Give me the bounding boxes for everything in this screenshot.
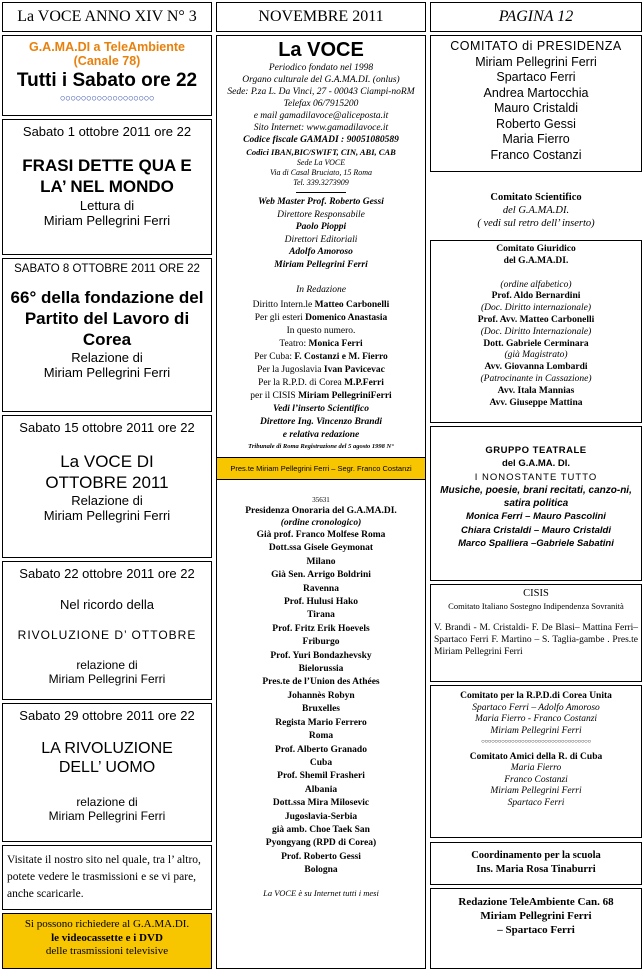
honorary-item: Albania <box>304 784 338 795</box>
inserto-line: Direttore Ing. Vincenzo Brandi <box>260 417 382 427</box>
cuba-member: Franco Costanzi <box>504 774 568 785</box>
promo-title: Tutti i Sabato ore 22 <box>16 70 198 91</box>
giuridico-name: Avv. Itala Mannias <box>497 385 575 396</box>
header-page <box>430 2 642 32</box>
honorary-item: Milano <box>306 556 336 567</box>
scientifico-title: Comitato Scientifico <box>490 192 582 203</box>
redazione-item <box>217 338 425 351</box>
honorary-item: Pres.te de l’Union des Athées <box>262 677 380 688</box>
giuridico-role: (Patrocinante in Cassazione) <box>480 373 592 384</box>
teatro-member: Marco Spalliera –Gabriele Sabatini <box>458 538 614 550</box>
honorary-item: Ravenna <box>303 583 339 594</box>
teatro-desc: Musiche, poesie, brani recitati, canzo-ni, satira politica <box>440 484 632 510</box>
honorary-item: Pyongyang (RPD di Corea) <box>265 838 377 849</box>
presidenza-member: Roberto Gessi <box>496 116 576 131</box>
redazione-tv-title: Redazione TeleAmbiente Can. 68 <box>458 896 614 908</box>
honorary-item: Dott.ssa Gisele Geymonat <box>268 543 374 554</box>
honorary-item: Jugoslavia-Serbia <box>284 811 358 822</box>
event-1 <box>2 119 212 255</box>
staff-line: Direttori Editoriali <box>284 234 358 245</box>
divider <box>296 192 346 193</box>
staff-line: Miriam Pellegrini Ferri <box>274 259 368 270</box>
scuola-title: Coordinamento per la scuola <box>471 850 601 861</box>
honorary-item: Prof. Yuri Bondazhevsky <box>270 650 372 661</box>
masthead-title: La VOCE <box>278 39 364 61</box>
president-banner <box>217 457 425 480</box>
request-line1: Si possono richiedere al G.A.MA.DI. <box>24 918 190 930</box>
redazione-item <box>217 325 425 338</box>
month-label: NOVEMBRE 2011 <box>258 8 384 25</box>
honorary-subtitle: (ordine cronologico) <box>280 518 362 528</box>
presidenza-member: Andrea Martocchia <box>483 85 589 100</box>
redazione-label: Teatro: <box>279 339 309 349</box>
event-speaker: Miriam Pellegrini Ferri <box>43 213 171 228</box>
redazione-label: per il CISIS <box>250 391 299 401</box>
cisis-title: CISIS <box>523 588 549 599</box>
tv-promo <box>2 35 212 116</box>
scientifico-box <box>430 175 642 237</box>
staff-line: Web Master Prof. Roberto Gessi <box>258 197 384 207</box>
redazione-label: Per gli esteri <box>254 313 306 323</box>
giuridico-role: (già Magistrato) <box>504 350 568 361</box>
redazione-label: In questo numero. <box>286 326 356 336</box>
honorary-item: Già Sen. Arrigo Boldrini <box>271 570 371 581</box>
inserto-note <box>217 403 425 442</box>
header-month <box>216 2 426 32</box>
giuridico-role: (Doc. Diritto Internazionale) <box>480 326 592 337</box>
cuba-member: Miriam Pellegrini Ferri <box>490 786 582 796</box>
honorary-item: Già prof. Franco Molfese Roma <box>256 530 386 540</box>
event-title: La VOCE DI OTTOBRE 2011 <box>45 452 169 492</box>
honorary-item: già amb. Choe Taek San <box>272 824 370 835</box>
masthead-line: Via di Casal Bruciato, 15 Roma <box>269 168 373 177</box>
staff-line: Adolfo Amoroso <box>289 247 353 257</box>
redazione-label: Diritto Intern.le <box>252 300 315 310</box>
presidenza-title: COMITATO di PRESIDENZA <box>450 39 622 53</box>
honorary-item: Tirana <box>307 610 335 621</box>
redazione-name: M.P.Ferri <box>344 378 384 388</box>
event-title: LA RIVOLUZIONE DELL’ UOMO <box>41 740 173 776</box>
honorary-item: Friburgo <box>302 637 340 648</box>
giuridico-box <box>430 240 642 423</box>
teatro-box <box>430 426 642 581</box>
issue-label: La VOCE ANNO XIV N° 3 <box>17 8 197 25</box>
redazione-item <box>217 312 425 325</box>
honorary-item: Johannès Robyn <box>287 690 355 701</box>
honorary-item: Regista Mario Ferrero <box>275 717 367 728</box>
giuridico-name: Dott. Gabriele Cerminara <box>483 338 589 349</box>
redazione-label: Per la R.P.D. di Corea <box>258 378 345 388</box>
corea-box <box>430 685 642 838</box>
event-intro: relazione di <box>76 795 138 809</box>
teatro-member: Monica Ferri – Mauro Pascolini <box>466 511 606 523</box>
event-date: Sabato 22 ottobre 2011 ore 22 <box>19 566 195 581</box>
header-issue <box>2 2 212 32</box>
masthead-info <box>217 62 425 188</box>
masthead-line: Codici IBAN,BIC/SWIFT, CIN, ABI, CAB <box>246 147 396 157</box>
giuridico-order: (ordine alfabetico) <box>500 279 572 290</box>
cuba-member: Maria Fierro <box>510 763 562 773</box>
tribunale-note: Tribunale di Roma Registrazione del 5 agosto 1998 N° <box>248 443 394 450</box>
request-line2: le videocassette e i DVD <box>51 931 163 944</box>
cisis-text: V. Brandi - M. Cristaldi- F. De Blasi– Mattina Ferri– Spartaco Ferri F. Martino – S. Taglia-gambe . Pres.te Miriam Pellegrini Ferri <box>434 623 638 657</box>
giuridico-title: Comitato Giuridico <box>496 244 576 254</box>
cuba-member: Spartaco Ferri <box>507 797 565 808</box>
honorary-item: Bruxelles <box>302 704 340 715</box>
masthead-line: Sede: P.za L. Da Vinci, 27 - 00043 Ciampi-noRM <box>227 87 415 97</box>
redazione-item <box>217 299 425 312</box>
honorary-item: Cuba <box>309 757 333 768</box>
honorary-number: 35631 <box>312 496 330 504</box>
honorary-item: Bologna <box>304 865 338 876</box>
promo-line1: G.A.MA.DI a TeleAmbiente <box>28 40 186 54</box>
honorary-item: Dott.ssa Mira Milosevic <box>272 798 370 809</box>
redazione-name: F. Costanzi e M. Fierro <box>294 352 388 362</box>
dvd-request <box>2 913 212 969</box>
redazione-tv-line3: – Spartaco Ferri <box>497 924 575 936</box>
giuridico-name: Prof. Aldo Bernardini <box>491 291 581 302</box>
event-speaker: Miriam Pellegrini Ferri <box>48 809 166 823</box>
masthead-line: Tel. 339.3273909 <box>293 178 349 187</box>
honorary-item: Prof. Shemil Frasheri <box>277 771 365 782</box>
event-title: Nel ricordo della <box>60 597 154 612</box>
teatro-member: Chiara Cristaldi – Mauro Cristaldi <box>461 524 611 536</box>
promo-line2: (Canale 78) <box>73 54 141 68</box>
redazione-name: Domenico Anastasia <box>305 313 388 323</box>
giuridico-name: Avv. Giuseppe Mattina <box>489 397 583 408</box>
cisis-box <box>430 584 642 682</box>
masthead-line: Sito Internet: www.gamadilavoce.it <box>253 123 389 133</box>
honorary-item: Prof. Roberto Gessi <box>281 851 361 862</box>
event-4 <box>2 561 212 700</box>
staff-line: Direttore Responsabile <box>277 209 365 220</box>
honorary-item: Prof. Alberto Granado <box>275 744 367 755</box>
event-3 <box>2 415 212 558</box>
redazione-item <box>217 364 425 377</box>
honorary-item: Bielorussia <box>298 664 344 675</box>
redazione-title: In Redazione <box>296 285 346 295</box>
event-5 <box>2 703 212 842</box>
redazione-label: Per la Jugoslavia <box>257 365 324 375</box>
corea-title: Comitato per la R.P.D.di Corea Unita <box>460 691 612 701</box>
masthead-line: Telefax 06/7915200 <box>283 99 359 109</box>
presidenza-member: Maria Fierro <box>502 132 570 146</box>
masthead-line: Organo culturale del G.A.MA.DI. (onlus) <box>242 75 400 85</box>
event-intro: relazione di <box>76 658 138 672</box>
redazione-name: Miriam PellegriniFerri <box>298 391 392 401</box>
redazione-name: Matteo Carbonelli <box>314 300 390 310</box>
corea-member: Miriam Pellegrini Ferri <box>490 725 582 736</box>
visit-text: Visitate il nostro sito nel quale, tra l’ altro, potete vedere le trasmissioni e se vi pare, anche scaricarle. <box>7 854 201 900</box>
honorary-item: Prof. Hulusi Hako <box>284 597 358 608</box>
honorary-title: Presidenza Onoraria del G.A.MA.DI. <box>245 506 397 516</box>
event-title: FRASI DETTE QUA E LA’ NEL MONDO <box>22 156 192 196</box>
presidenza-member: Franco Costanzi <box>490 147 582 162</box>
scientifico-line2: del G.A.MA.DI. <box>502 205 570 216</box>
event-speaker: Miriam Pellegrini Ferri <box>43 365 171 380</box>
masthead-column <box>216 35 426 969</box>
masthead-line: e mail gamadilavoce@aliceposta.it <box>253 111 389 121</box>
event-title: 66° della fondazione del Partito del Lavoro di Corea <box>10 288 204 349</box>
corea-dots: ○○○○○○○○○○○○○○○○○○○○○○○○○○○○○○○○○ <box>481 739 591 745</box>
teatro-line2: del G.A.MA. DI. <box>501 458 571 470</box>
redazione-name: Ivan Pavicevac <box>323 365 385 375</box>
redazione-name: Monica Ferri <box>308 339 363 349</box>
request-line3: delle trasmissioni televisive <box>45 945 169 957</box>
teatro-line3: I NONOSTANTE TUTTO <box>474 471 598 483</box>
redazione-label: Per Cuba: <box>254 352 295 362</box>
banner-text: Pres.te Miriam Pellegrini Ferri – Segr. Franco Costanzi <box>230 464 412 473</box>
redazione-item <box>217 390 425 403</box>
giuridico-role: (Doc. Diritto internazionale) <box>480 303 592 314</box>
presidenza-box <box>430 35 642 172</box>
presidenza-member: Miriam Pellegrini Ferri <box>475 54 597 69</box>
giuridico-name: Avv. Giovanna Lombardi <box>484 362 588 373</box>
presidenza-member: Spartaco Ferri <box>496 70 576 84</box>
scientifico-line3: ( vedi sul retro dell’ inserto) <box>477 218 595 229</box>
internet-footer: La VOCE è su Internet tutti i mesi <box>263 887 379 898</box>
promo-dots: ○○○○○○○○○○○○○○○○○○ <box>59 93 155 104</box>
giuridico-name: Prof. Avv. Matteo Carbonelli <box>477 314 595 325</box>
event-title-2: RIVOLUZIONE D’ OTTOBRE <box>17 628 197 642</box>
cuba-title: Comitato Amici della R. di Cuba <box>469 751 603 762</box>
event-intro: Relazione di <box>71 493 143 508</box>
event-date: Sabato 15 ottobre 2011 ore 22 <box>19 420 195 435</box>
page-label: PAGINA 12 <box>498 8 574 25</box>
redazione-tv-box <box>430 888 642 969</box>
event-speaker: Miriam Pellegrini Ferri <box>48 672 166 686</box>
redazione-item <box>217 351 425 364</box>
honorary-list <box>217 529 425 878</box>
honorary-item: Roma <box>308 731 334 742</box>
event-speaker: Miriam Pellegrini Ferri <box>43 508 171 523</box>
event-intro: Lettura di <box>79 198 135 213</box>
inserto-line: e relativa redazione <box>282 430 360 440</box>
presidenza-member: Mauro Cristaldi <box>493 101 579 115</box>
redazione-list <box>217 299 425 403</box>
corea-member: Spartaco Ferri – Adolfo Amoroso <box>472 702 600 713</box>
corea-member: Maria Fierro - Franco Costanzi <box>474 714 598 724</box>
redazione-item <box>217 377 425 390</box>
event-date: Sabato 1 ottobre 2011 ore 22 <box>22 124 192 139</box>
honorary-item: Prof. Fritz Erik Hoevels <box>272 623 370 634</box>
staff-list <box>217 196 425 271</box>
masthead-line: Sede La VOCE <box>296 158 346 167</box>
event-intro: Relazione di <box>71 350 143 365</box>
redazione-tv-line2: Miriam Pellegrini Ferri <box>480 910 592 922</box>
masthead-line: Codice fiscale GAMADI : 90051080589 <box>243 135 399 145</box>
masthead-line: Periodico fondato nel 1998 <box>268 63 374 73</box>
giuridico-title2: del G.A.MA.DI. <box>503 255 569 266</box>
teatro-title: GRUPPO TEATRALE <box>485 445 587 456</box>
inserto-line: Vedi l’inserto Scientifico <box>272 404 370 414</box>
event-date: SABATO 8 OTTOBRE 2011 ORE 22 <box>14 263 200 275</box>
event-2 <box>2 258 212 412</box>
scuola-box <box>430 842 642 885</box>
staff-line: Paolo Pioppi <box>295 222 347 232</box>
cisis-subtitle: Comitato Italiano Sostegno Indipendenza Sovranità <box>448 601 624 611</box>
scuola-name: Ins. Maria Rosa Tinaburri <box>476 863 596 875</box>
visit-note <box>2 845 212 910</box>
event-date: Sabato 29 ottobre 2011 ore 22 <box>19 708 195 723</box>
